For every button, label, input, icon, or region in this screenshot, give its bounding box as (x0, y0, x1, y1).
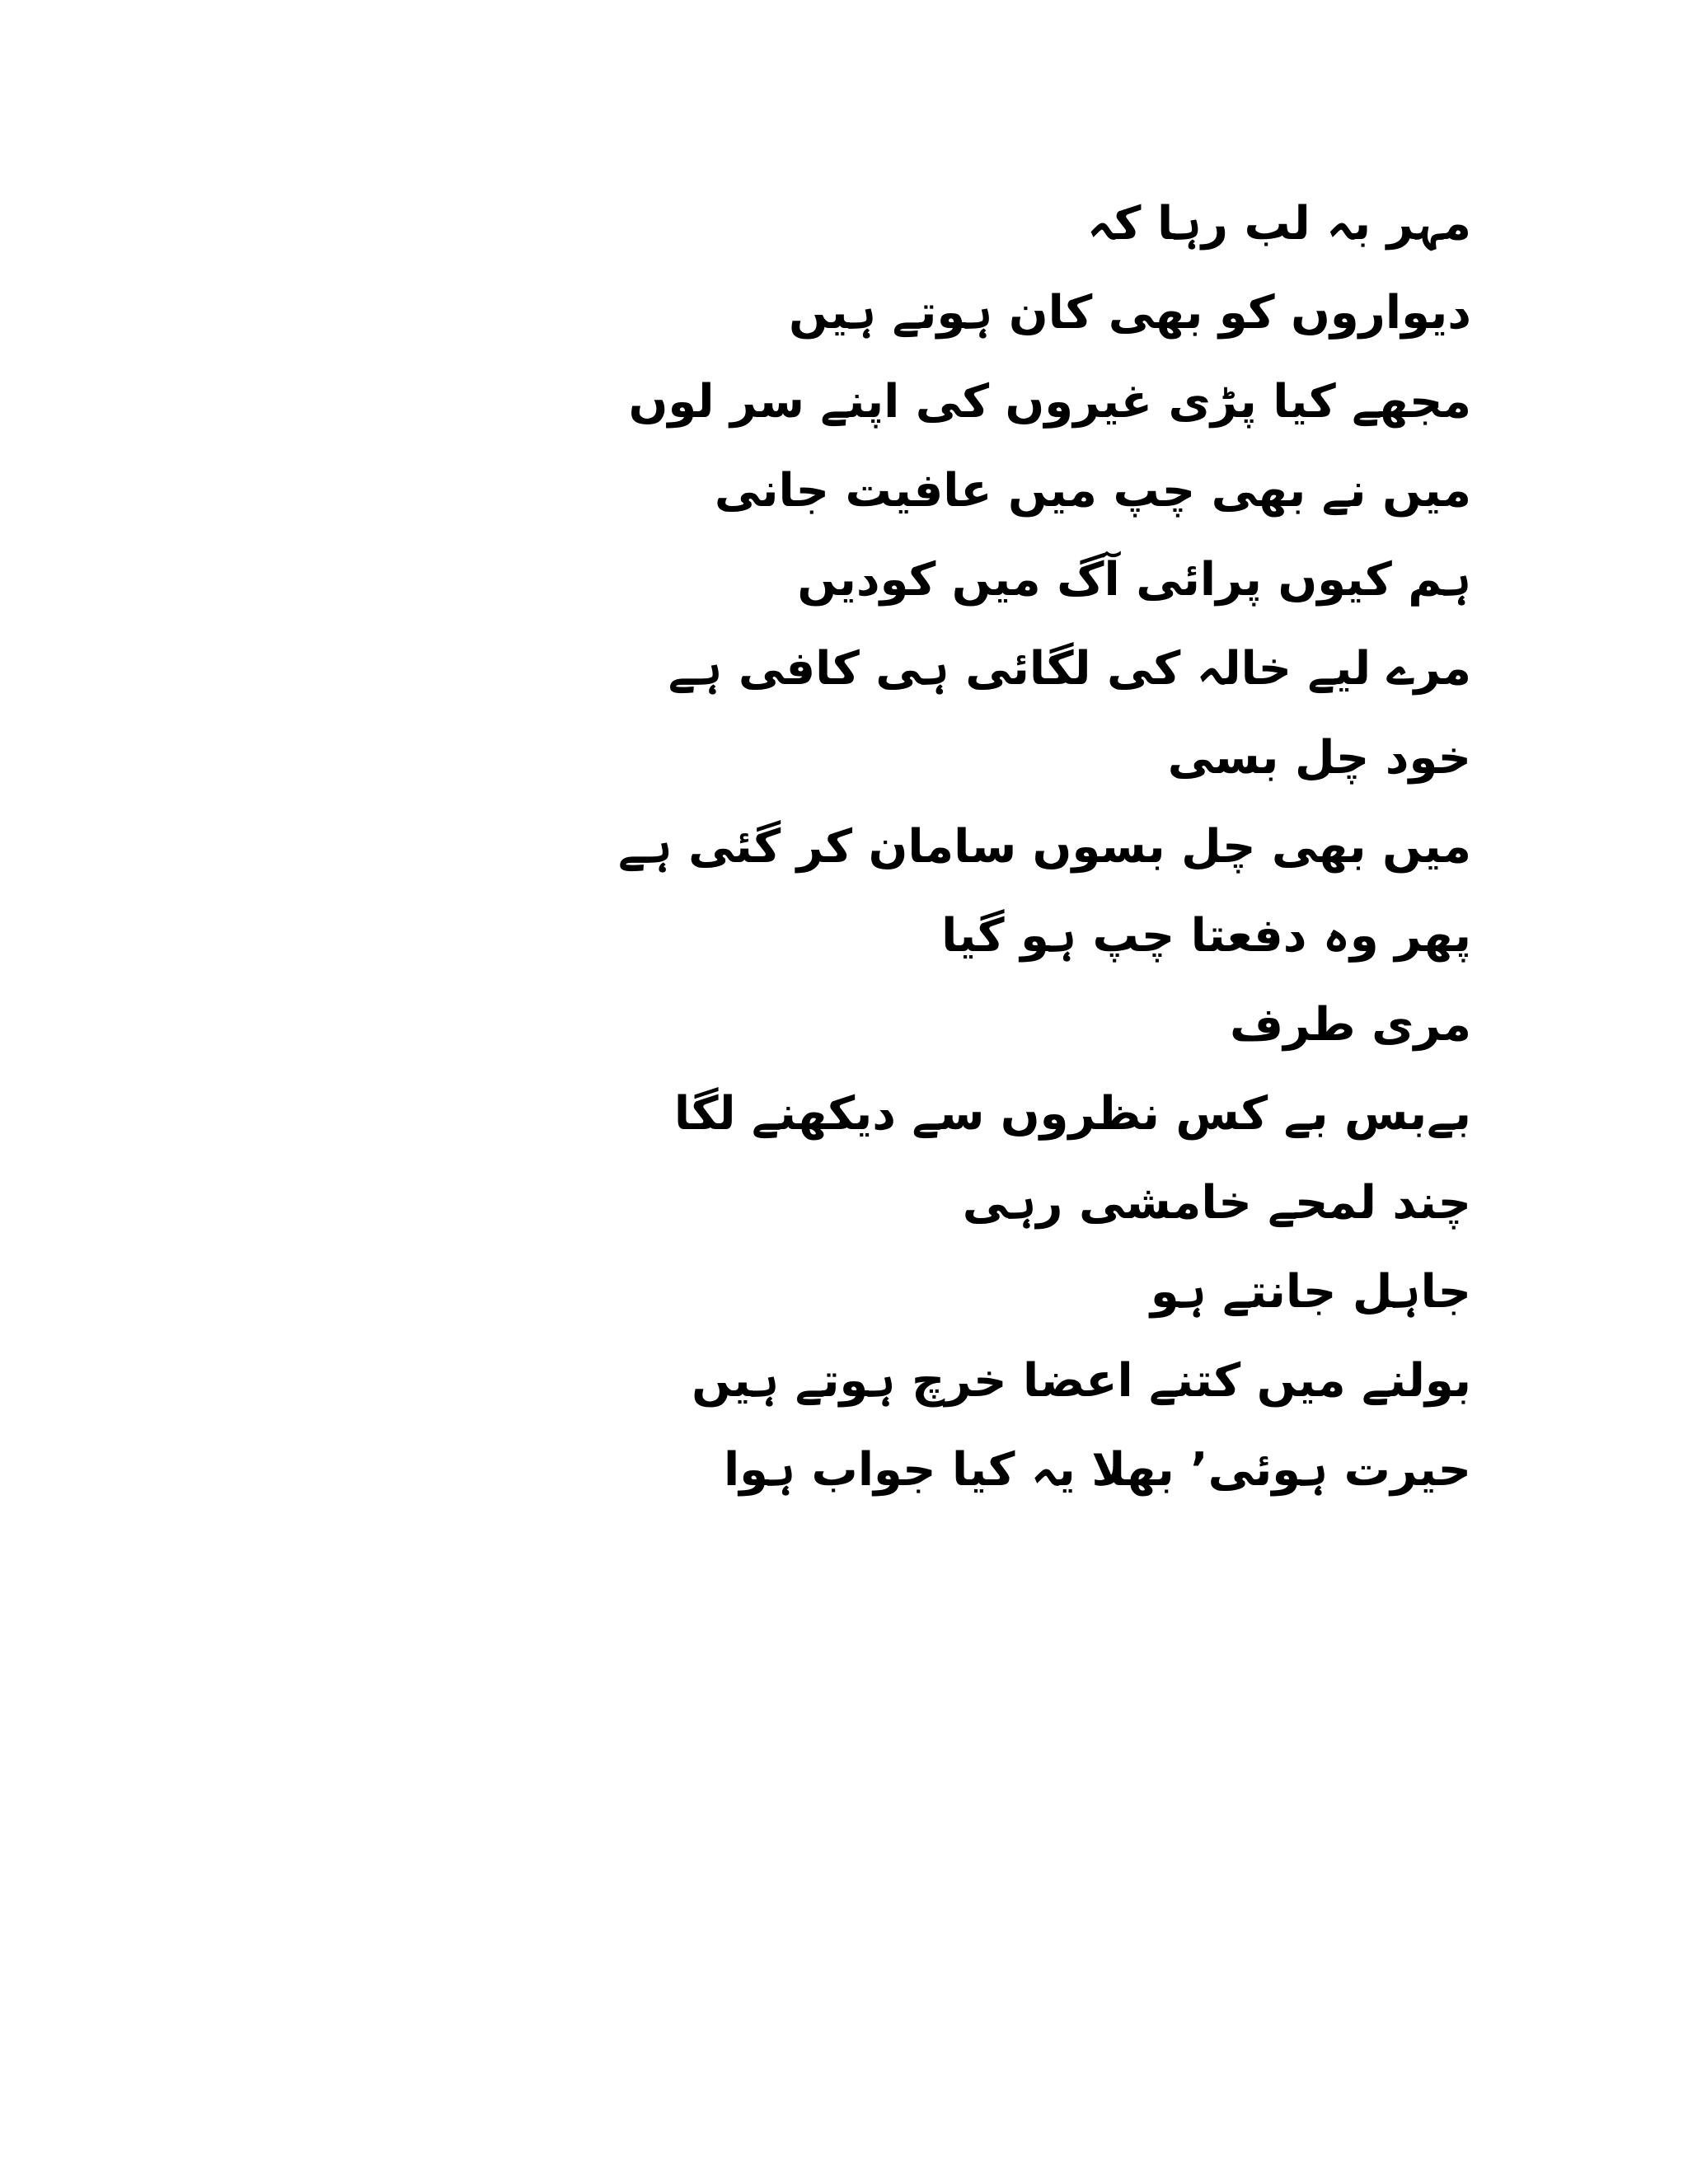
text-line: چند لمحے خامشی رہی (962, 1176, 1471, 1230)
text-line: ہم کیوں پرائی آگ میں کودیں (797, 553, 1471, 607)
text-line: جاہل جانتے ہو (1150, 1265, 1471, 1319)
text-line: بےبس بے کس نظروں سے دیکھنے لگا (673, 1087, 1471, 1141)
text-line: دیواروں کو بھی کان ہوتے ہیں (789, 286, 1471, 340)
text-line: مری طرف (1230, 998, 1471, 1052)
text-line: پھر وہ دفعتا چپ ہو گیا (941, 909, 1471, 963)
poem-text-block (482, 180, 1471, 1515)
text-line: خود چل بسی (1167, 731, 1471, 785)
text-line: بولنے میں کتنے اعضا خرچ ہوتے ہیں (692, 1354, 1471, 1408)
text-line: حیرت ہوئی٬ بھلا یہ کیا جواب ہوا (723, 1443, 1471, 1497)
text-line: میں نے بھی چپ میں عافیت جانی (714, 464, 1471, 518)
text-line: میں بھی چل بسوں سامان کر گئی ہے (617, 820, 1471, 874)
text-line: مجھے کیا پڑی غیروں کی اپنے سر لوں (628, 375, 1471, 429)
text-line: مرے لیے خالہ کی لگائی ہی کافی ہے (668, 642, 1471, 696)
text-line: مہر بہ لب رہا کہ (1087, 197, 1471, 251)
